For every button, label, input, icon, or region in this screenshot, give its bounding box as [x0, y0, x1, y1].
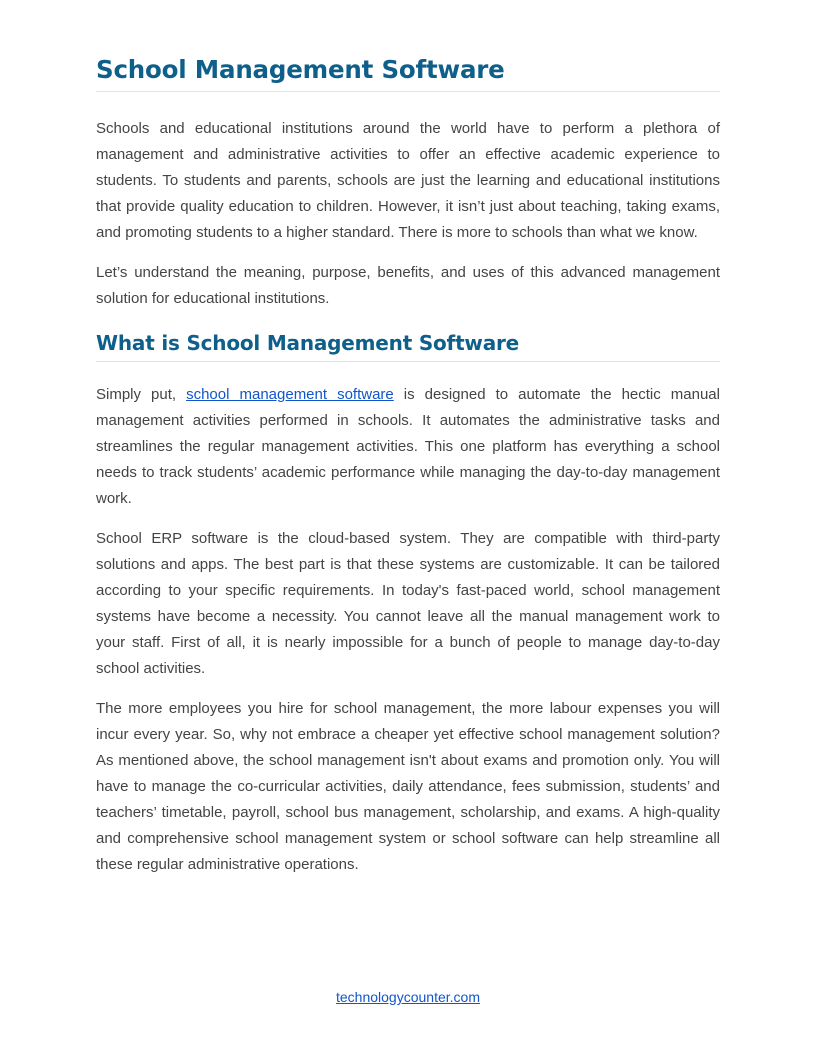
footer-site-link[interactable]: technologycounter.com: [336, 989, 480, 1005]
section-paragraph-3: The more employees you hire for school management, the more labour expenses you will incur every year. So, why not embrace a cheaper yet effective school management solution? As mentioned above, the school management isn't about exams and promotion only. You will have to manage the co-curricular activities, daily attendance, fees submission, students’ and teachers’ timetable, payroll, school bus management, scholarship, and exams. A high-quality and comprehensive school management system or school software can help streamline all these regular administrative operations.: [96, 700, 720, 873]
section-paragraph-1-rest: is designed to automate the hectic manual management activities performed in schools. It automates the administrative tasks and streamlines the regular management activities. This one platform has everything a school needs to track students’ academic performance while managing the day-to-day management work.: [96, 386, 720, 507]
page-title: School Management Software: [96, 52, 720, 92]
page-footer: [0, 987, 816, 1007]
intro-paragraph-2: Let’s understand the meaning, purpose, benefits, and uses of this advanced management solution for educational institutions.: [96, 264, 720, 307]
section-heading-wrapper: [96, 328, 720, 362]
school-management-software-link[interactable]: school management software: [186, 386, 394, 403]
intro-paragraph-1: Schools and educational institutions around the world have to perform a plethora of management and administrative activities to offer an effective academic experience to students. To students and parents, schools are just the learning and educational institutions that provide quality education to children. However, it isn’t just about teaching, taking exams, and promoting students to a higher standard. There is more to schools than what we know.: [96, 120, 720, 241]
section-paragraph-1-lead: Simply put,: [96, 386, 187, 403]
section-paragraph-1: [96, 382, 720, 512]
document-page: [96, 52, 720, 878]
section-heading: What is School Management Software: [96, 328, 720, 362]
section-paragraph-2: School ERP software is the cloud-based system. They are compatible with third-party solutions and apps. The best part is that these systems are customizable. It can be tailored according to your specific requirements. In today's fast-paced world, school management systems have become a necessity. You cannot leave all the manual management work to your staff. First of all, it is nearly impossible for a bunch of people to manage day-to-day school activities.: [96, 530, 720, 677]
